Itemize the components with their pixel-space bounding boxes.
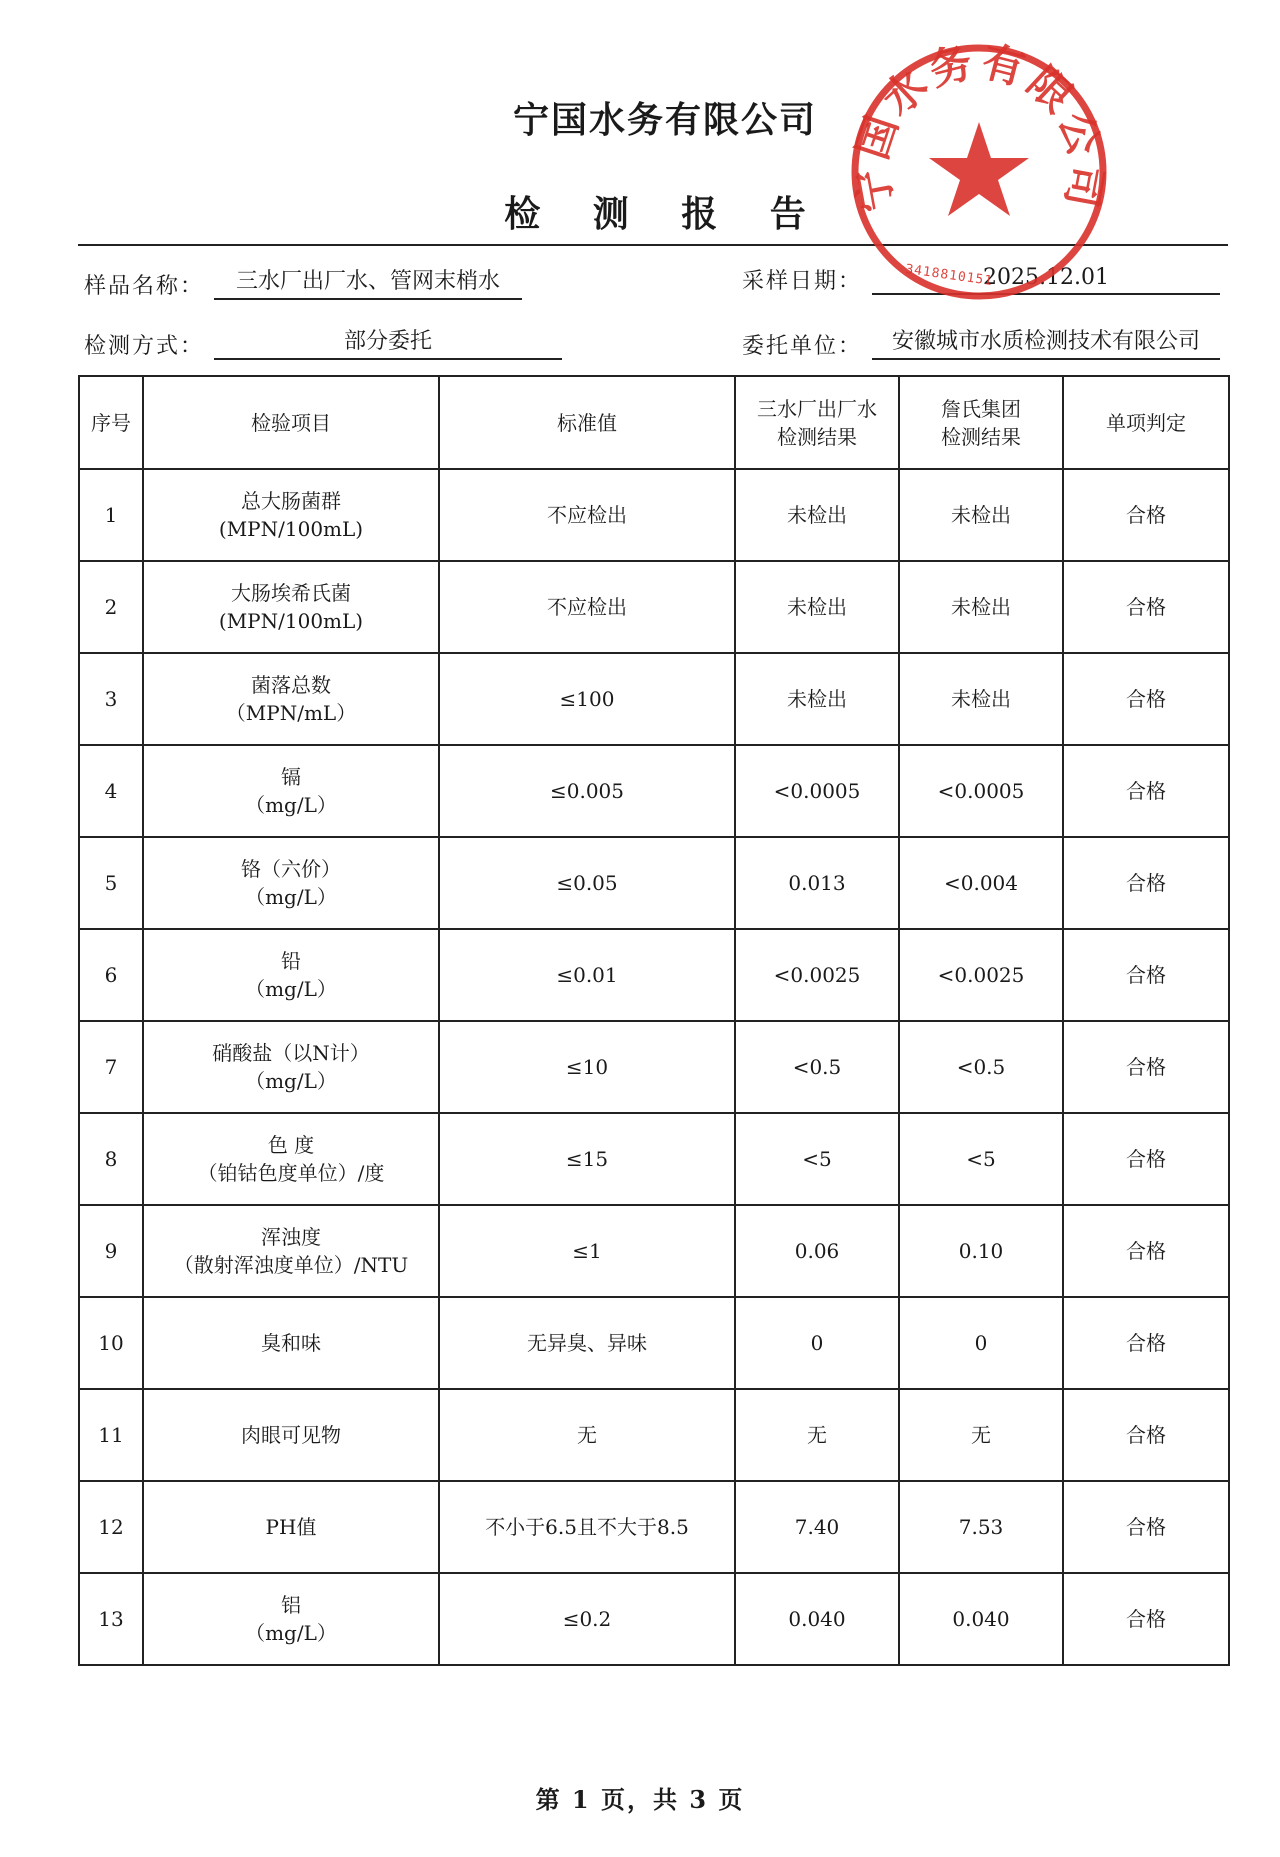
- row-judgement: 合格: [1063, 1573, 1229, 1665]
- row-item: [143, 1113, 439, 1205]
- row-result-a: 0.013: [735, 837, 899, 929]
- table-row: [79, 1113, 1229, 1205]
- row-standard: 无: [439, 1389, 735, 1481]
- sample-name-row: [84, 264, 522, 300]
- header-no: 序号: [79, 376, 143, 469]
- row-standard: ≤0.005: [439, 745, 735, 837]
- row-result-b: <5: [899, 1113, 1063, 1205]
- row-item-unit: （mg/L）: [245, 1621, 337, 1645]
- table-header-row: [79, 376, 1229, 469]
- row-result-b: <0.004: [899, 837, 1063, 929]
- header-result-b: [899, 376, 1063, 469]
- row-result-b: <0.0025: [899, 929, 1063, 1021]
- row-judgement: 合格: [1063, 469, 1229, 561]
- row-no: 9: [79, 1205, 143, 1297]
- row-judgement: 合格: [1063, 561, 1229, 653]
- row-item-unit: （mg/L）: [245, 885, 337, 909]
- row-item-unit: (MPN/100mL): [218, 609, 364, 633]
- sample-name-value: 三水厂出厂水、管网末梢水: [214, 264, 522, 300]
- header-judgement: 单项判定: [1063, 376, 1229, 469]
- row-no: 3: [79, 653, 143, 745]
- row-standard: ≤15: [439, 1113, 735, 1205]
- row-item: [143, 653, 439, 745]
- row-result-a: <0.5: [735, 1021, 899, 1113]
- row-result-b: 0.10: [899, 1205, 1063, 1297]
- row-item-name: 肉眼可见物: [241, 1423, 341, 1447]
- row-no: 5: [79, 837, 143, 929]
- row-item-unit: （mg/L）: [245, 793, 337, 817]
- row-item-name: 镉: [281, 765, 301, 789]
- report-title: 检 测 报 告: [504, 193, 826, 235]
- row-item-unit: (MPN/100mL): [218, 517, 364, 541]
- row-item: [143, 837, 439, 929]
- row-result-a: 0.040: [735, 1573, 899, 1665]
- row-item-name: 硝酸盐（以N计）: [212, 1041, 370, 1065]
- row-result-b: <0.5: [899, 1021, 1063, 1113]
- client-label: 委托单位：: [742, 334, 863, 359]
- header-item: 检验项目: [143, 376, 439, 469]
- table-row: [79, 1297, 1229, 1389]
- row-result-a: 7.40: [735, 1481, 899, 1573]
- table-row: [79, 929, 1229, 1021]
- row-judgement: 合格: [1063, 1389, 1229, 1481]
- method-value: 部分委托: [214, 324, 562, 360]
- row-no: 12: [79, 1481, 143, 1573]
- row-item-name: 铅: [281, 949, 301, 973]
- row-judgement: 合格: [1063, 1021, 1229, 1113]
- row-item-name: 色 度: [267, 1133, 315, 1157]
- row-item: [143, 1297, 439, 1389]
- row-standard: ≤10: [439, 1021, 735, 1113]
- sampling-date-value: 2025.12.01: [872, 265, 1220, 295]
- table-row: [79, 561, 1229, 653]
- row-no: 13: [79, 1573, 143, 1665]
- row-item: [143, 929, 439, 1021]
- table-row: [79, 745, 1229, 837]
- row-item: [143, 469, 439, 561]
- row-no: 10: [79, 1297, 143, 1389]
- row-standard: 无异臭、异味: [439, 1297, 735, 1389]
- method-row: [84, 324, 562, 360]
- row-item-name: 铬（六价）: [241, 857, 341, 881]
- row-result-a: 未检出: [735, 561, 899, 653]
- client-row: [742, 324, 1220, 360]
- row-result-a: <5: [735, 1113, 899, 1205]
- row-item: [143, 561, 439, 653]
- row-no: 2: [79, 561, 143, 653]
- row-item-name: 铝: [281, 1593, 301, 1617]
- row-result-a: <0.0005: [735, 745, 899, 837]
- client-value: 安徽城市水质检测技术有限公司: [872, 324, 1220, 360]
- row-item: [143, 1389, 439, 1481]
- table-row: [79, 653, 1229, 745]
- row-result-b: 0: [899, 1297, 1063, 1389]
- row-result-b: 无: [899, 1389, 1063, 1481]
- row-item-unit: （铂钴色度单位）/度: [197, 1161, 385, 1185]
- row-judgement: 合格: [1063, 1113, 1229, 1205]
- row-result-b: 未检出: [899, 561, 1063, 653]
- table-row: [79, 1389, 1229, 1481]
- row-item: [143, 745, 439, 837]
- row-judgement: 合格: [1063, 929, 1229, 1021]
- row-standard: 不应检出: [439, 561, 735, 653]
- row-standard: ≤0.05: [439, 837, 735, 929]
- company-name: 宁国水务有限公司: [512, 99, 817, 141]
- sample-name-label: 样品名称：: [84, 274, 205, 299]
- row-judgement: 合格: [1063, 1205, 1229, 1297]
- row-result-a: 未检出: [735, 653, 899, 745]
- header-result-b-line1: 詹氏集团: [941, 396, 1021, 421]
- row-no: 11: [79, 1389, 143, 1481]
- row-result-a: <0.0025: [735, 929, 899, 1021]
- row-item-unit: （MPN/mL）: [225, 701, 357, 725]
- table-row: [79, 1021, 1229, 1113]
- row-standard: ≤1: [439, 1205, 735, 1297]
- row-item-name: 臭和味: [261, 1331, 321, 1355]
- row-result-a: 0.06: [735, 1205, 899, 1297]
- table-row: [79, 1481, 1229, 1573]
- table-row: [79, 469, 1229, 561]
- row-result-b: 未检出: [899, 469, 1063, 561]
- row-item-name: 菌落总数: [251, 673, 331, 697]
- row-judgement: 合格: [1063, 1297, 1229, 1389]
- row-standard: 不小于6.5且不大于8.5: [439, 1481, 735, 1573]
- header-result-b-line2: 检测结果: [941, 424, 1021, 449]
- row-result-b: 未检出: [899, 653, 1063, 745]
- row-item: [143, 1205, 439, 1297]
- row-item-unit: （mg/L）: [245, 977, 337, 1001]
- sampling-date-label: 采样日期：: [742, 269, 863, 294]
- row-judgement: 合格: [1063, 1481, 1229, 1573]
- table-row: [79, 1573, 1229, 1665]
- company-seal: [845, 38, 1113, 306]
- row-judgement: 合格: [1063, 745, 1229, 837]
- header-standard: 标准值: [439, 376, 735, 469]
- row-item-name: PH值: [265, 1515, 317, 1539]
- header-result-a-line1: 三水厂出厂水: [757, 396, 877, 421]
- row-result-b: 7.53: [899, 1481, 1063, 1573]
- row-item-unit: （mg/L）: [245, 1069, 337, 1093]
- row-result-b: <0.0005: [899, 745, 1063, 837]
- row-item: [143, 1481, 439, 1573]
- row-item-name: 大肠埃希氏菌: [231, 581, 351, 605]
- row-standard: ≤0.2: [439, 1573, 735, 1665]
- row-no: 6: [79, 929, 143, 1021]
- row-item-name: 浑浊度: [261, 1225, 321, 1249]
- row-item: [143, 1021, 439, 1113]
- row-item-name: 总大肠菌群: [241, 489, 341, 513]
- method-label: 检测方式：: [84, 334, 205, 359]
- row-no: 4: [79, 745, 143, 837]
- row-item-unit: （散射浑浊度单位）/NTU: [173, 1253, 409, 1277]
- table-row: [79, 837, 1229, 929]
- row-no: 1: [79, 469, 143, 561]
- row-standard: ≤100: [439, 653, 735, 745]
- row-no: 7: [79, 1021, 143, 1113]
- seal-number: 3418810151: [904, 261, 994, 290]
- row-result-a: 无: [735, 1389, 899, 1481]
- row-result-a: 未检出: [735, 469, 899, 561]
- seal-star-icon: [929, 122, 1029, 216]
- row-item: [143, 1573, 439, 1665]
- row-standard: ≤0.01: [439, 929, 735, 1021]
- row-result-a: 0: [735, 1297, 899, 1389]
- row-result-b: 0.040: [899, 1573, 1063, 1665]
- row-judgement: 合格: [1063, 653, 1229, 745]
- results-table: [78, 375, 1230, 1666]
- page-number: 第 1 页，共 3 页: [535, 1785, 745, 1814]
- header-result-a: [735, 376, 899, 469]
- header-result-a-line2: 检测结果: [777, 424, 857, 449]
- row-standard: 不应检出: [439, 469, 735, 561]
- row-no: 8: [79, 1113, 143, 1205]
- row-judgement: 合格: [1063, 837, 1229, 929]
- table-row: [79, 1205, 1229, 1297]
- seal-text: 宁国水务有限公司: [846, 38, 1112, 216]
